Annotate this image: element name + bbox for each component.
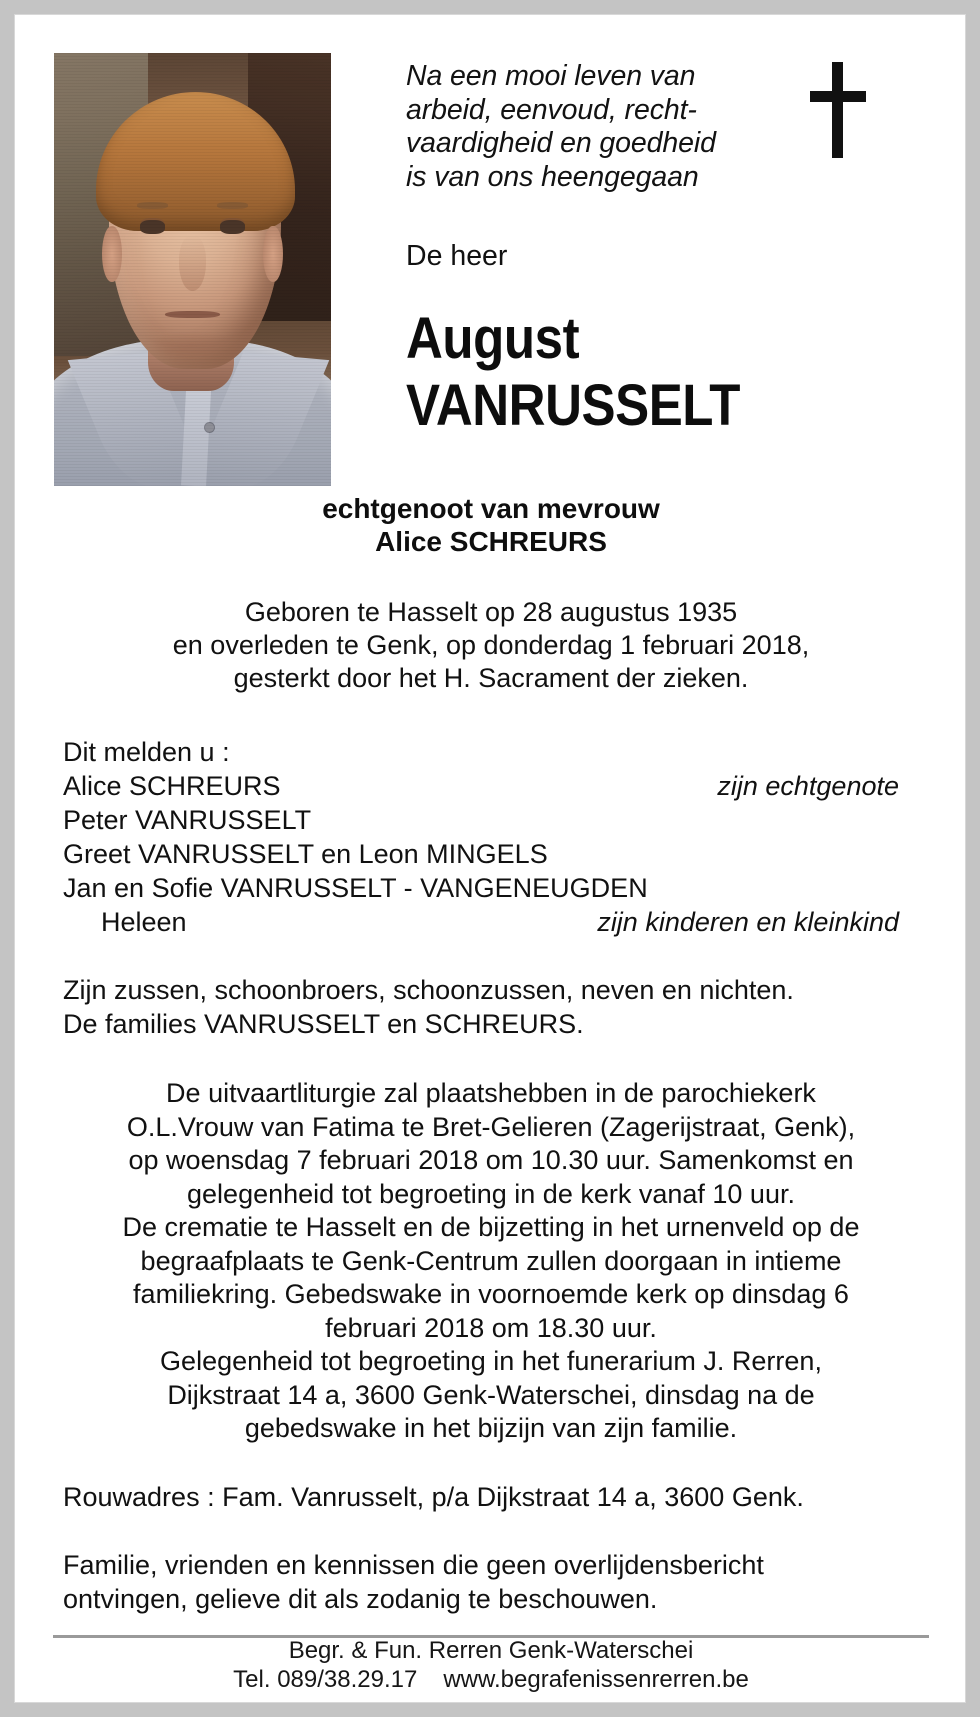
ceremony-line: gelegenheid tot begroeting in de kerk vanaf 10 uur.	[187, 1178, 795, 1209]
portrait-photo	[54, 53, 331, 486]
relatives-block	[15, 973, 967, 1041]
quote-line: vaardigheid en goedheid	[406, 127, 716, 159]
card-header-area	[15, 15, 965, 455]
quote-line: is van ons heengegaan	[406, 160, 699, 193]
announcement-person-name: Alice SCHREURS	[63, 771, 281, 801]
spouse-block	[15, 492, 967, 558]
ceremony-details-block	[15, 1077, 967, 1446]
closing-line: Familie, vrienden en kennissen die geen overlijdensbericht	[63, 1549, 764, 1580]
ceremony-line: O.L.Vrouw van Fatima te Bret-Gelieren (Zagerijstraat, Genk),	[126, 1111, 856, 1142]
ceremony-line: De uitvaartliturgie zal plaatshebben in de parochiekerk	[166, 1078, 816, 1108]
ceremony-line: februari 2018 om 18.30 uur.	[325, 1312, 657, 1343]
cross-vertical-bar	[832, 62, 843, 158]
quote-line: arbeid, eenvoud, recht-	[406, 93, 697, 126]
relatives-line: Zijn zussen, schoonbroers, schoonzussen, neven en nichten.	[63, 975, 794, 1005]
announcement-row	[63, 803, 899, 837]
spouse-label: echtgenoot van mevrouw	[322, 493, 660, 524]
announcement-person-name: Heleen	[101, 907, 187, 937]
funeral-home-phone: Tel. 089/38.29.17	[233, 1666, 418, 1693]
deceased-family-name: VANRUSSELT	[406, 373, 741, 438]
ceremony-line: Gelegenheid tot begroeting in het funerarium J. Rerren,	[160, 1346, 822, 1376]
announcement-row	[63, 871, 899, 905]
closing-note	[15, 1548, 967, 1616]
announcement-header: Dit melden u :	[63, 737, 230, 767]
ceremony-line: familiekring. Gebedswake in voornoemde kerk op dinsdag 6	[133, 1279, 849, 1309]
birth-death-block	[15, 596, 967, 695]
announcement-person-name: Peter VANRUSSELT	[63, 805, 312, 835]
deceased-given-name: August	[406, 306, 580, 371]
relatives-line: De families VANRUSSELT en SCHREURS.	[63, 1009, 584, 1039]
quote-line: Na een mooi leven van	[406, 60, 696, 92]
announcement-block	[15, 735, 967, 939]
announcement-rows	[63, 769, 967, 939]
closing-line: ontvingen, gelieve dit als zodanig te beschouwen.	[63, 1583, 658, 1614]
announcement-relation-label: zijn echtgenote	[717, 771, 899, 801]
memorial-quote	[406, 60, 736, 194]
ceremony-line: Dijkstraat 14 a, 3600 Genk-Waterschei, dinsdag na de	[167, 1379, 815, 1410]
announcement-row	[63, 769, 899, 803]
announcement-relation-label: zijn kinderen en kleinkind	[597, 907, 899, 937]
latin-cross-icon	[810, 62, 866, 158]
announcement-row	[63, 837, 899, 871]
ceremony-line: op woensdag 7 februari 2018 om 10.30 uur. Samenkomst en	[128, 1145, 854, 1175]
announcement-row	[63, 905, 899, 939]
ceremony-line: gebedswake in het bijzijn van zijn familie.	[244, 1413, 738, 1443]
card-body	[15, 455, 967, 1616]
birth-death-line: en overleden te Genk, op donderdag 1 februari 2018,	[172, 630, 810, 660]
announcement-person-name: Greet VANRUSSELT en Leon MINGELS	[63, 839, 548, 869]
ceremony-line: begraafplaats te Genk-Centrum zullen doorgaan in intieme	[140, 1245, 842, 1276]
funeral-home-contact	[15, 1665, 967, 1694]
funeral-home-website[interactable]: www.begrafenissenrerren.be	[443, 1666, 749, 1693]
funeral-home-name: Begr. & Fun. Rerren Genk-Waterschei	[288, 1637, 694, 1664]
mourning-address: Rouwadres : Fam. Vanrusselt, p/a Dijkstraat 14 a, 3600 Genk.	[63, 1481, 804, 1512]
announcement-person-name: Jan en Sofie VANRUSSELT - VANGENEUGDEN	[63, 873, 648, 903]
obituary-card	[14, 14, 966, 1703]
contact-spacer	[417, 1665, 443, 1694]
ceremony-line: De crematie te Hasselt en de bijzetting in het urnenveld op de	[122, 1212, 860, 1242]
birth-death-line: gesterkt door het H. Sacrament der zieken.	[233, 663, 749, 693]
funeral-home-footer	[15, 1636, 967, 1694]
spouse-name: Alice SCHREURS	[375, 526, 607, 557]
salutation: De heer	[406, 240, 508, 272]
birth-death-line: Geboren te Hasselt op 28 augustus 1935	[244, 597, 738, 627]
photo-grain-overlay	[54, 53, 331, 486]
cross-horizontal-bar	[810, 91, 866, 102]
